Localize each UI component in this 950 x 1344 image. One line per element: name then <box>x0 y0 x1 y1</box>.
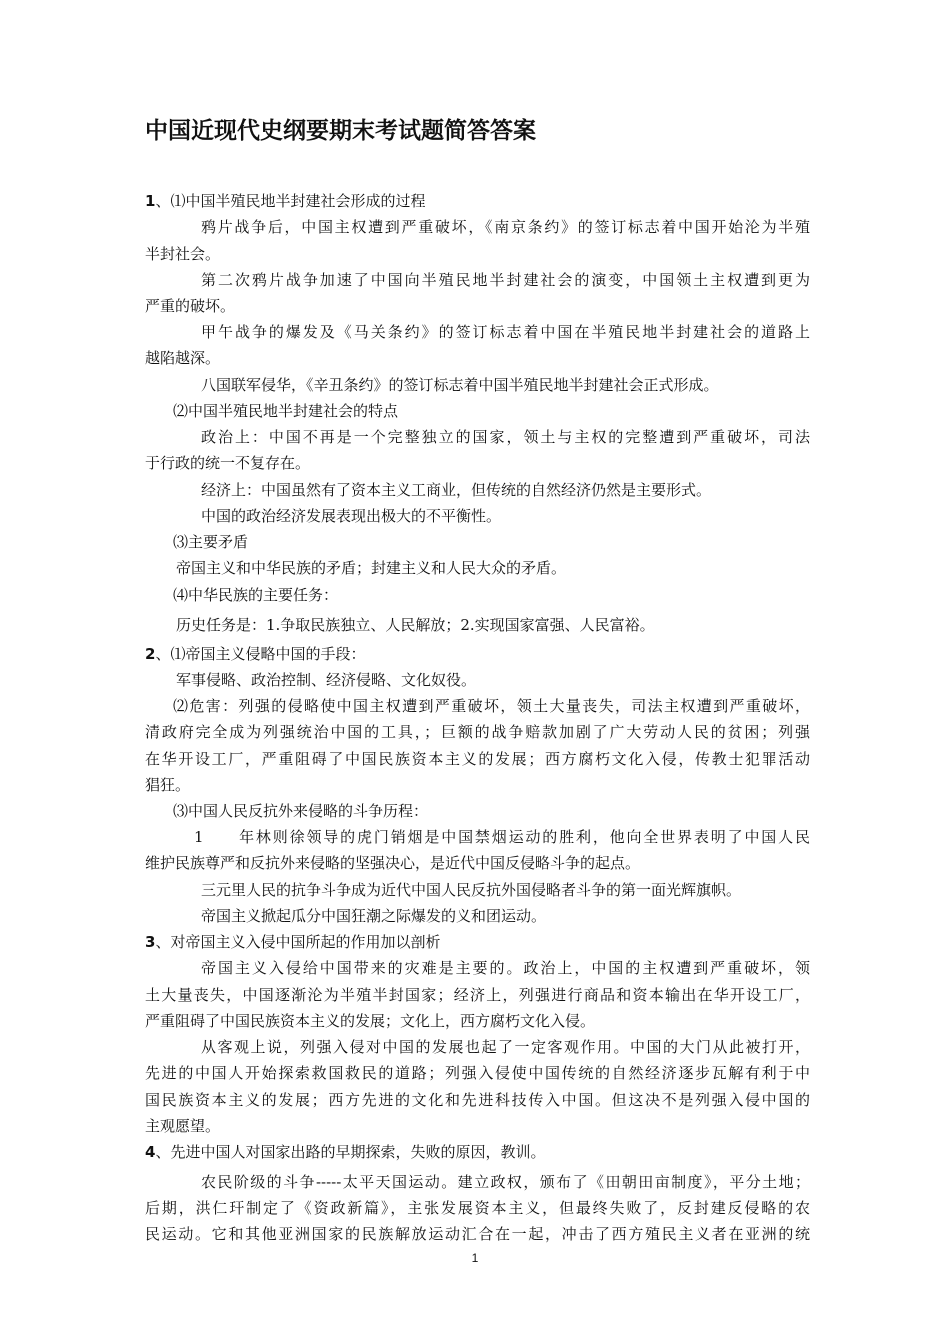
text-line: 后期，洪仁玕制定了《资政新篇》，主张发展资本主义，但最终失败了，反封建反侵略的农 <box>145 1199 810 1217</box>
question-number: 2 <box>145 645 156 663</box>
text-line: 鸦片战争后，中国主权遭到严重破坏，《南京条约》的签订标志着中国开始沦为半殖 <box>201 218 810 236</box>
text-line: 猖狂。 <box>145 776 191 794</box>
question-heading: 2、⑴帝国主义侵略中国的手段： <box>145 645 366 663</box>
text-line: 维护民族尊严和反抗外来侵略的坚强决心，是近代中国反侵略斗争的起点。 <box>145 854 641 872</box>
text-line: 帝国主义掀起瓜分中国狂潮之际爆发的义和团运动。 <box>201 907 547 925</box>
text-line: 在华开设工厂，严重阻碍了中国民族资本主义的发展；西方腐朽文化入侵，传教士犯罪活动 <box>145 750 810 768</box>
question-number: 1 <box>145 192 156 210</box>
page-number: 1 <box>471 1251 479 1265</box>
sub-heading: ⑶主要矛盾 <box>173 533 249 551</box>
text-line: ⑵危害：列强的侵略使中国主权遭到严重破坏，领土大量丧失，司法主权遭到严重破坏， <box>173 697 810 715</box>
text-line: 民运动。它和其他亚洲国家的民族解放运动汇合在一起，冲击了西方殖民主义者在亚洲的统 <box>145 1225 810 1243</box>
sub-heading: ⑷中华民族的主要任务： <box>173 586 339 604</box>
question-number: 3 <box>145 933 156 951</box>
text-line: 军事侵略、政治控制、经济侵略、文化奴役。 <box>176 671 477 689</box>
text-line: 经济上：中国虽然有了资本主义工商业，但传统的自然经济仍然是主要形式。 <box>201 481 712 499</box>
text-line: 1 年林则徐领导的虎门销烟是中国禁烟运动的胜利，他向全世界表明了中国人民 <box>194 828 810 846</box>
text-line: 从客观上说，列强入侵对中国的发展也起了一定客观作用。中国的大门从此被打开， <box>201 1038 810 1056</box>
text-line: 主观愿望。 <box>145 1117 221 1135</box>
question-heading: 1、⑴中国半殖民地半封建社会形成的过程 <box>145 192 426 210</box>
text-line: 于行政的统一不复存在。 <box>145 454 311 472</box>
text-line: 政治上：中国不再是一个完整独立的国家，领土与主权的完整遭到严重破坏，司法 <box>201 428 810 446</box>
text-line: 帝国主义入侵给中国带来的灾难是主要的。政治上，中国的主权遭到严重破坏，领 <box>201 959 810 977</box>
text-line: 严重的破坏。 <box>145 297 236 315</box>
text-line: 农民阶级的斗争-----太平天国运动。建立政权，颁布了《田朝田亩制度》，平分土地； <box>201 1173 810 1191</box>
text-line: 先进的中国人开始探索救国救民的道路；列强入侵使中国传统的自然经济逐步瓦解有利于中 <box>145 1064 810 1082</box>
text-line: 中国的政治经济发展表现出极大的不平衡性。 <box>201 507 502 525</box>
sub-heading: ⑵中国半殖民地半封建社会的特点 <box>173 402 399 420</box>
text-line: 三元里人民的抗争斗争成为近代中国人民反抗外国侵略者斗争的第一面光辉旗帜。 <box>201 881 742 899</box>
question-number: 4 <box>145 1143 156 1161</box>
text-line: 国民族资本主义的发展；西方先进的文化和先进科技传入中国。但这决不是列强入侵中国的 <box>145 1091 810 1109</box>
text-line: 历史任务是：1.争取民族独立、人民解放；2.实现国家富强、人民富裕。 <box>176 616 655 634</box>
text-line: 半封社会。 <box>145 245 221 263</box>
question-heading: 3、对帝国主义入侵中国所起的作用加以剖析 <box>145 933 441 951</box>
text-line: 土大量丧失，中国逐渐沦为半殖半封国家；经济上，列强进行商品和资本输出在华开设工厂， <box>145 986 810 1004</box>
text-line: 清政府完全成为列强统治中国的工具，；巨额的战争赔款加剧了广大劳动人民的贫困；列强 <box>145 723 810 741</box>
text-line: 越陷越深。 <box>145 349 221 367</box>
text-line: 帝国主义和中华民族的矛盾；封建主义和人民大众的矛盾。 <box>176 559 567 577</box>
text-line: 甲午战争的爆发及《马关条约》的签订标志着中国在半殖民地半封建社会的道路上 <box>201 323 810 341</box>
text-line: 八国联军侵华，《辛丑条约》的签订标志着中国半殖民地半封建社会正式形成。 <box>201 376 719 394</box>
text-line: 第二次鸦片战争加速了中国向半殖民地半封建社会的演变，中国领土主权遭到更为 <box>201 271 810 289</box>
text-line: 严重阻碍了中国民族资本主义的发展；文化上，西方腐朽文化入侵。 <box>145 1012 596 1030</box>
document-title: 中国近现代史纲要期末考试题简答答案 <box>145 118 536 144</box>
question-heading: 4、先进中国人对国家出路的早期探索，失败的原因，教训。 <box>145 1143 546 1161</box>
sub-heading: ⑶中国人民反抗外来侵略的斗争历程： <box>173 802 429 820</box>
